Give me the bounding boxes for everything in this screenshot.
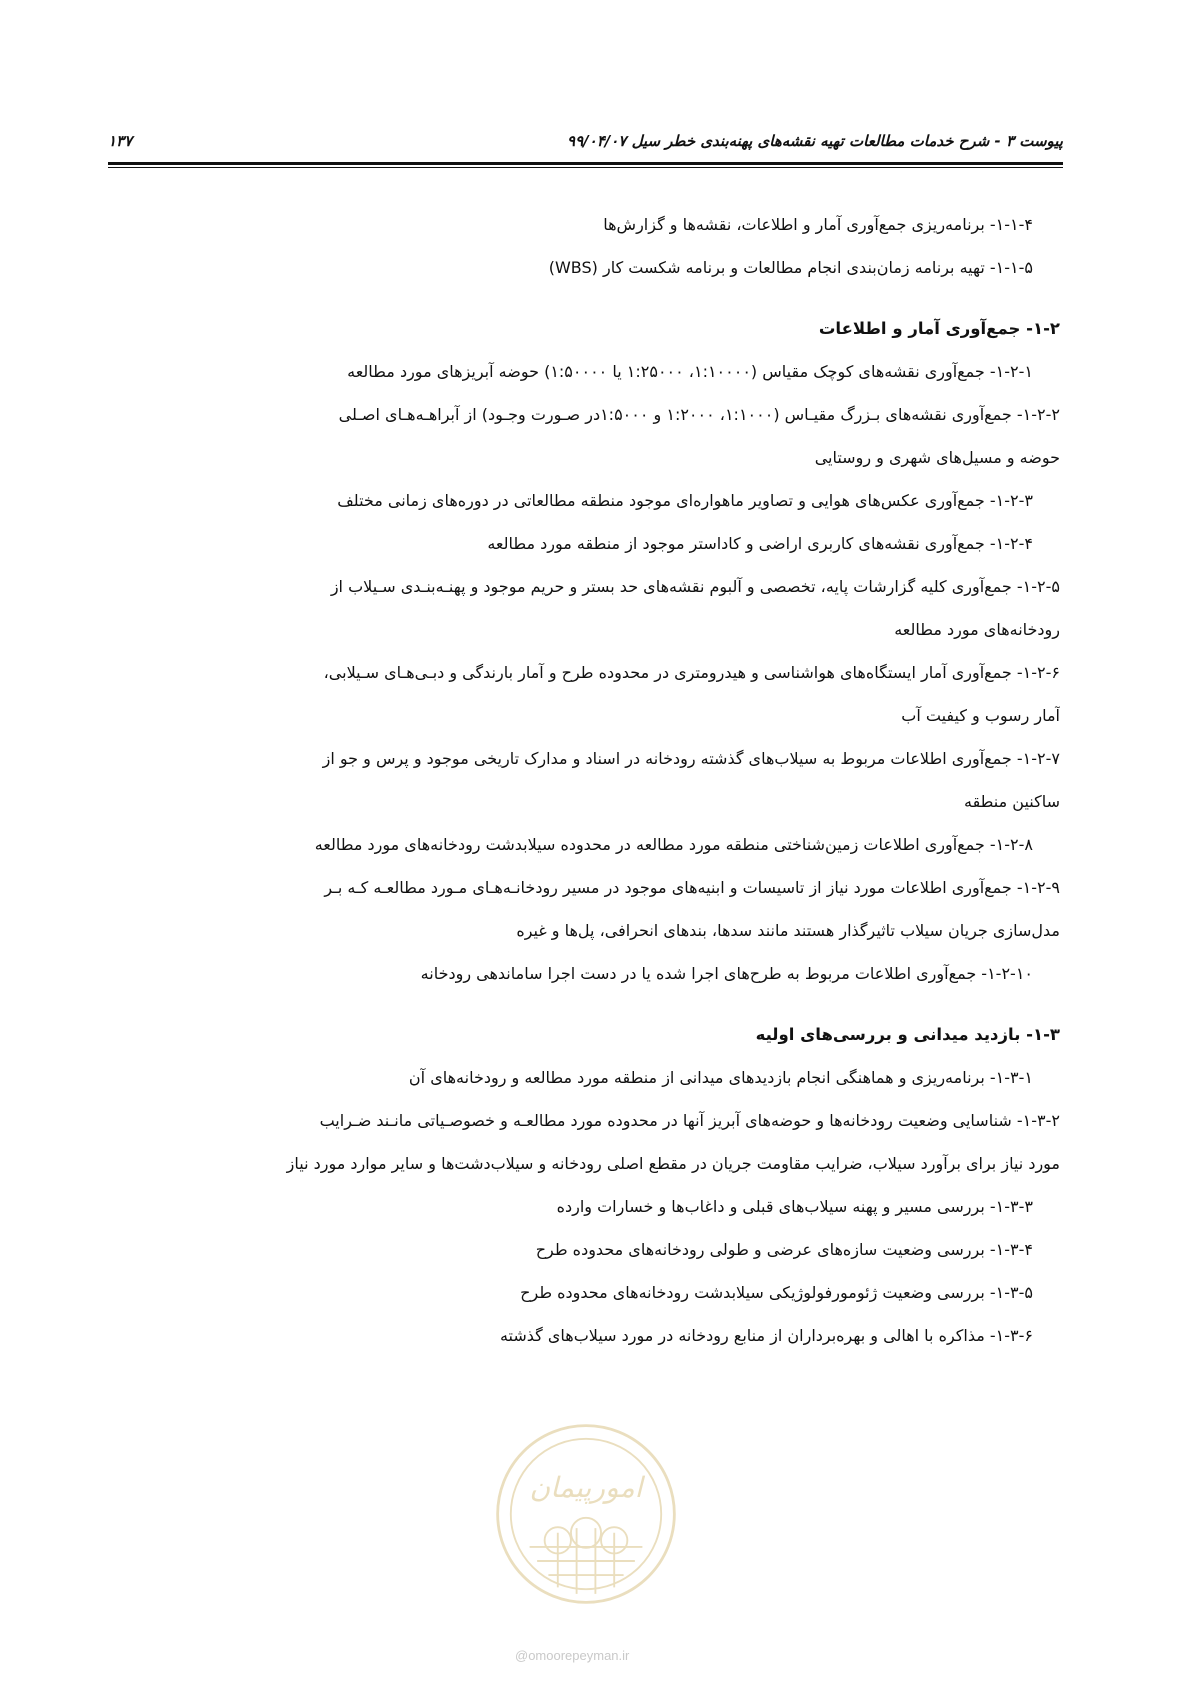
text-line: مدل‌سازی جریان سیلاب تاثیرگذار هستند مانند سدها، بندهای انحرافی، پل‌ها و غیره xyxy=(516,921,1060,940)
text-line: مورد نیاز برای برآورد سیلاب، ضرایب مقاومت جریان در مقطع اصلی رودخانه و سیلاب‌دشت‌ها و سایر موارد مورد نیاز xyxy=(286,1154,1060,1173)
watermark-logo-text: امورپیمان xyxy=(529,1471,643,1505)
text-line: ۱-۲-۲- جمع‌آوری نقشه‌های بـزرگ مقیـاس (۱:۱۰۰۰، ۱:۲۰۰۰ و ۱:۵۰۰۰در صـورت وجـود) از آبراهـه‌هـای اصـلی xyxy=(338,405,1060,424)
text-line: ۱-۳-۳- بررسی مسیر و پهنه سیلاب‌های قبلی و داغاب‌ها و خسارات وارده xyxy=(556,1197,1033,1216)
text-line: آمار رسوب و کیفیت آب xyxy=(901,706,1060,725)
text-line: ۱-۲-۱۰- جمع‌آوری اطلاعات مربوط به طرح‌های اجرا شده یا در دست اجرا ساماندهی رودخانه xyxy=(420,964,1033,983)
section-heading: ۱-۳- بازدید میدانی و بررسی‌های اولیه xyxy=(755,1025,1060,1044)
text-line: ساکنین منطقه xyxy=(963,792,1060,811)
text-line: ۱-۲-۷- جمع‌آوری اطلاعات مربوط به سیلاب‌های گذشته رودخانه در اسناد و مدارک تاریخی موجود و پرس و جو از xyxy=(322,749,1060,768)
text-line: ۱-۲-۹- جمع‌آوری اطلاعات مورد نیاز از تاسیسات و ابنیه‌های موجود در مسیر رودخانـه‌هـای مـورد مطالعـه کـه بـر xyxy=(324,878,1060,897)
watermark-logo xyxy=(492,1420,680,1608)
text-line: ۱-۲-۶- جمع‌آوری آمار ایستگاه‌های هواشناسی و هیدرومتری در محدوده طرح و آمار بارندگی و دبـی‌هـای سـیلابی، xyxy=(323,663,1060,682)
text-line: ۱-۲-۵- جمع‌آوری کلیه گزارشات پایه، تخصصی و آلبوم نقشه‌های حد بستر و حریم موجود و پهنـه‌بنـدی سـیلاب از xyxy=(330,577,1060,596)
text-line: رودخانه‌های مورد مطالعه xyxy=(894,620,1060,639)
running-header xyxy=(108,130,1063,160)
text-line: ۱-۳-۴- بررسی وضعیت سازه‌های عرضی و طولی رودخانه‌های محدوده طرح xyxy=(535,1240,1033,1259)
text-line: حوضه و مسیل‌های شهری و روستایی xyxy=(814,448,1060,467)
text-line: ۱-۳-۲- شناسایی وضعیت رودخانه‌ها و حوضه‌های آبریز آنها در محدوده مورد مطالعـه و خصوصـیاتی مانـند ضـرایب xyxy=(319,1111,1060,1130)
text-line: ۱-۲-۴- جمع‌آوری نقشه‌های کاربری اراضی و کاداستر موجود از منطقه مورد مطالعه xyxy=(487,534,1033,553)
text-line: ۱-۱-۴- برنامه‌ریزی جمع‌آوری آمار و اطلاعات، نقشه‌ها و گزارش‌ها xyxy=(603,215,1033,234)
document-body xyxy=(112,203,1060,1357)
text-line: ۱-۲-۳- جمع‌آوری عکس‌های هوایی و تصاویر ماهواره‌ای موجود منطقه مطالعاتی در دوره‌های زمانی مختلف xyxy=(337,491,1033,510)
header-rule-thin xyxy=(108,167,1063,168)
text-line: ۱-۳-۵- بررسی وضعیت ژئومورفولوژیکی سیلابدشت رودخانه‌های محدوده طرح xyxy=(520,1283,1033,1302)
watermark-url: @omoorepeyman.ir xyxy=(515,1648,630,1663)
text-line: ۱-۱-۵- تهیه برنامه زمان‌بندی انجام مطالعات و برنامه شکست کار (WBS) xyxy=(548,258,1033,277)
page-number: ۱۳۷ xyxy=(108,132,133,150)
text-line: ۱-۳-۱- برنامه‌ریزی و هماهنگی انجام بازدیدهای میدانی از منطقه مورد مطالعه و رودخانه‌های آن xyxy=(408,1068,1033,1087)
text-line: ۱-۲-۸- جمع‌آوری اطلاعات زمین‌شناختی منطقه مورد مطالعه در محدوده سیلابدشت رودخانه‌های مورد مطالعه xyxy=(314,835,1033,854)
header-rule-thick xyxy=(108,162,1063,165)
text-line: ۱-۳-۶- مذاکره با اهالی و بهره‌برداران از منابع رودخانه در مورد سیلاب‌های گذشته xyxy=(499,1326,1033,1345)
section-heading: ۱-۲- جمع‌آوری آمار و اطلاعات xyxy=(818,319,1060,338)
header-title: پیوست ۳ - شرح خدمات مطالعات تهیه نقشه‌های پهنه‌بندی خطر سیل ۹۹/۰۴/۰۷ xyxy=(567,132,1063,150)
text-line: ۱-۲-۱- جمع‌آوری نقشه‌های کوچک مقیاس (۱:۱۰۰۰۰، ۱:۲۵۰۰۰ یا ۱:۵۰۰۰۰) حوضه آبریزهای مورد مطالعه xyxy=(347,362,1033,381)
